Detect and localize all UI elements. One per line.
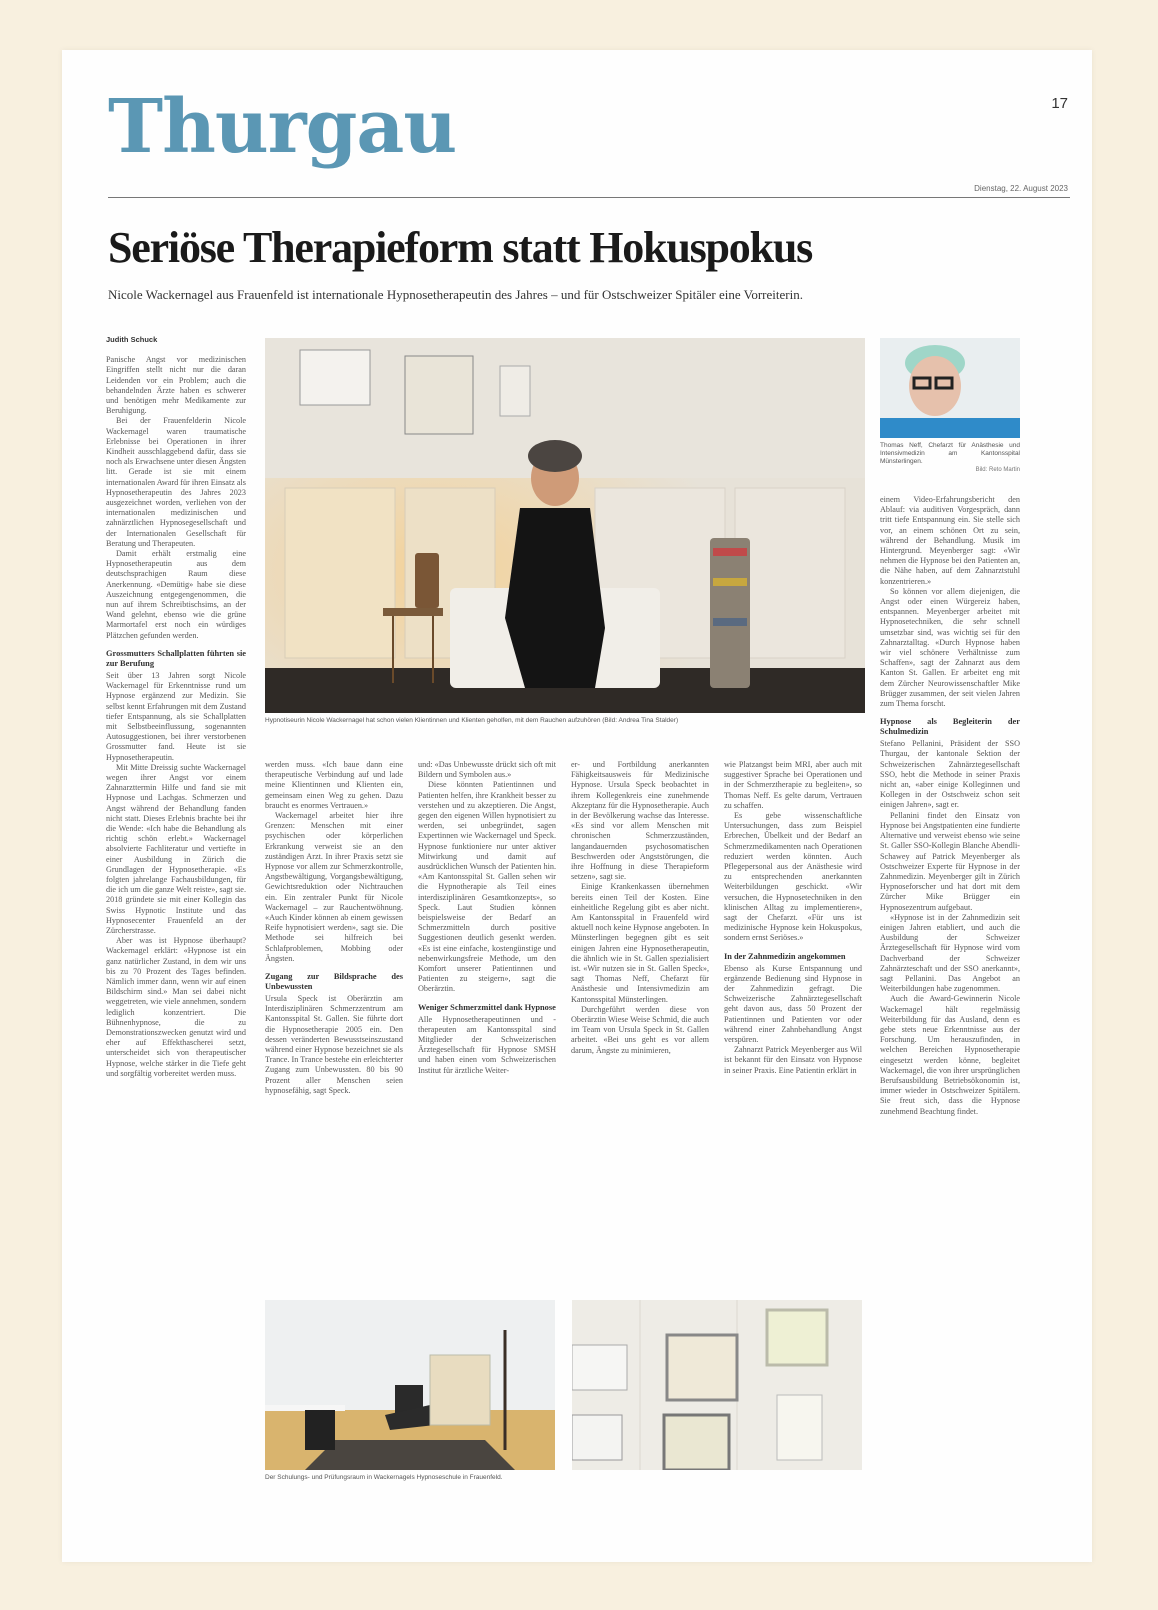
subhead: Hypnose als Begleiterin der Schulmedizin bbox=[880, 717, 1020, 737]
paragraph: Seit über 13 Jahren sorgt Nicole Wackernagel für Erkenntnisse rund um Hypnose ergänzend zur Medizin. Sie selbst kennt Erfahrungen mit dem Zustand tiefer Entspannung, als sie Schallplatten mit Selbstbeeinflussung, sogenannten Autosuggestionen, bei ihrer verstorbenen Grossmutter fand. Heute ist sie Hypnosetherapeutin. bbox=[106, 670, 246, 762]
lead: Nicole Wackernagel aus Frauenfeld ist internationale Hypnosetherapeutin des Jahres – und für Ostschweizer Spitäler eine Vorreiterin. bbox=[108, 287, 803, 302]
subhead: Zugang zur Bildsprache des Unbewussten bbox=[265, 972, 403, 992]
paragraph: Es gebe wissenschaftliche Untersuchungen, dass zum Beispiel Erbrechen, Übelkeit und der Bedarf an Schmerzmedikamenten nach Operationen reduziert werden könnten. Auch Pflegepersonal aus der Anästhesie wird zu entsprechenden anerkannten Weiterbildungen geschickt. «Wir versuchen, die Hypnosetechniken in den klinischen Alltag zu implementieren», sagt der Chefarzt. «Für uns ist medizinische Hypnose kein Hokuspokus, sondern ernst Seriöses.» bbox=[724, 811, 862, 943]
page-number: 17 bbox=[1051, 95, 1068, 112]
room-photos-caption: Der Schulungs- und Prüfungsraum in Wackernagels Hypnoseschule in Frauenfeld. bbox=[265, 1474, 503, 1481]
room-photo bbox=[265, 1300, 555, 1470]
paragraph: wie Platzangst beim MRI, aber auch mit suggestiver Sprache bei Operationen und in der Schmerztherapie zu begleiten», so Thomas Neff. Es gelte darum, Vertrauen zu schaffen. bbox=[724, 760, 862, 810]
paragraph: Durchgeführt werden diese von Oberärztin Wiese Weise Schmid, die auch im Team von Ursula Speck in St. Gallen arbeitet. «Bei uns geht es vor allem darum, Ängste zu minimieren, bbox=[571, 1004, 709, 1055]
paragraph: Diese könnten Patientinnen und Patienten helfen, ihre Krankheit besser zu verstehen und zu akzeptieren. Die Angst, gegen den eigenen Willen hypnotisiert zu werden, sei unbegründet, sagen Expertinnen wie Wackernagel und Speck. Hypnose funktioniere nur unter aktiver Mitwirkung und damit auf ausdrücklichen Wunsch der Patienten hin. «Am Kantonsspital St. Gallen sehen wir die Hypnotherapie als Teil eines interdisziplinären Gesamtkonzepts», so Speck. Laut Studien können beispielsweise der Bedarf an Schmerzmitteln durch positive Suggestionen deutlich gesenkt werden. «Es ist eine einfache, kostengünstige und nebenwirkungsfreie Methode, um den Komfort unserer Patientinnen und Patienten zu steigern», sagt die Oberärztin. bbox=[418, 780, 556, 994]
portrait-caption: Thomas Neff, Chefarzt für Anästhesie und Intensivmedizin am Kantonsspital Münsterlingen. Bild: Reto Martin bbox=[880, 442, 1020, 473]
paragraph: Zahnarzt Patrick Meyenberger aus Wil ist bekannt für den Einsatz von Hypnose in seiner Praxis. Eine Patientin erklärt in bbox=[724, 1045, 862, 1075]
paragraph: Ebenso als Kurse Entspannung und ergänzende Bedienung sind Hypnose in der Zahnmedizin gefragt. Die Schweizerische Zahnärztegesellschaft geht davon aus, dass 50 Prozent der Patientinnen und Patienten vor oder während einer Zahnbehandlung Angst verspüren. bbox=[724, 963, 862, 1045]
paragraph: Panische Angst vor medizinischen Eingriffen stellt nicht nur die daran Leidenden vor ein Problem; auch die behandelnden Ärzte haben es schwerer und benötigen mehr Medikamente zur Beruhigung. bbox=[106, 355, 246, 416]
certificates-photo bbox=[572, 1300, 862, 1470]
paragraph: Pellanini findet den Einsatz von Hypnose bei Angstpatienten eine fundierte Alternative und verweist ebenso wie seine St. Galler SSO-Kollegin Blanche Abendli-Schawey auf Patrick Meyenberger als Ostschweizer Experte für Hypnose in der Zahnmedizin. Meyenberger gilt in Zürich Hypnoseforscher und hat dort mit dem Zürcher Mike Brügger ein Hypnosezentrum aufgebaut. bbox=[880, 810, 1020, 912]
newspaper-page bbox=[62, 50, 1092, 1562]
training-room-illustration bbox=[265, 1300, 555, 1470]
paragraph: Ursula Speck ist Oberärztin am Interdisziplinären Schmerzzentrum am Kantonsspital St. Gallen. Sie führte dort die Hypnosetherapie 2005 ein. Den dessen veränderten Bewusstseinszustand während einer Hypnose bezeichnet sie als Trance. In Trance bestehe ein erleichterter Zugang zum Unbewussten. 80 bis 90 Prozent aller Menschen seien hypnosefähig, sagt Speck. bbox=[265, 994, 403, 1095]
author-byline: Judith Schuck bbox=[106, 335, 158, 344]
subhead: Grossmutters Schallplatten führten sie zur Berufung bbox=[106, 648, 246, 668]
paragraph: einem Video-Erfahrungsbericht den Ablauf: via auditiven Vorgespräch, dann tritt tiefe Entspannung ein. Sie stelle sich vor, an einem schönen Ort zu sein, während der Behandlung. Musik im Hintergrund. Meyenberger sagt: «Wir nehmen die Hypnose bei den Patienten an, die Nähe haben, auf dem Zahnarztstuhl konzentrieren.» bbox=[880, 495, 1020, 586]
paragraph: Mit Mitte Dreissig suchte Wackernagel wegen ihrer Angst vor einem Zahnarzttermin Hilfe und fand sie mit Hypnose und Lachgas. Schmerzen und Angst während der Behandlung fanden nicht statt. Dieses Erlebnis brachte bei ihr die Wende: «Ich habe die Behandlung als richtig schön erlebt.» Wackernagel absolvierte Fachliteratur und vertiefte in einer Ausbildung in Zürich die Grundlagen der Hypnosetherapie. «Es folgten jahrelange Fachausbildungen, für die ich um die ganze Welt reiste», sagt sie. 2018 gründete sie mit einer Kollegin das Swiss Hypnotic Institute und das Hypnosecenter Frauenfeld an der Zürcherstrasse. bbox=[106, 762, 246, 935]
paragraph: Wackernagel arbeitet hier ihre Grenzen: Menschen mit einer psychischen oder körperlichen Erkrankung verweist sie an den zuständigen Arzt. In ihrer Praxis setzt sie Hypnose vor allem zur Schmerzkontrolle, Angstbewältigung, Vorgangsbewältigung, Gewichtsreduktion oder Nichtrauchen ein. Ein zentraler Punkt für Nicole Wackernagel – zur Rauchentwöhnung. «Auch Kinder können ab einem gewissen Reife hypnotisiert werden», sagt sie. Die Methode sei hilfreich bei Schlafproblemen, Mobbing oder Ängsten. bbox=[265, 811, 403, 963]
column-2 bbox=[265, 760, 403, 1260]
paragraph: «Hypnose ist in der Zahnmedizin seit einigen Jahren etabliert, und auch die Ausbildung der Schweizer Ärztegesellschaft für Hypnose wird vom Dachverband der Schweizer Zahnärzteschaft und der SSO anerkannt», sagt Pellanini. Das Angebot an Weiterbildungen habe zugenommen. bbox=[880, 912, 1020, 994]
subhead: Weniger Schmerzmittel dank Hypnose bbox=[418, 1002, 556, 1012]
issue-date: Dienstag, 22. August 2023 bbox=[974, 184, 1068, 193]
portrait-photo bbox=[880, 338, 1020, 438]
paragraph: Stefano Pellanini, Präsident der SSO Thurgau, der kantonale Sektion der Schweizerischen Zahnärztegesellschaft SSO, hebt die Methode in seiner Praxis nicht an, «aber einige Kolleginnen und Kollegen in der Ostschweiz schon seit einigen Jahren», sagt er. bbox=[880, 739, 1020, 810]
header-rule bbox=[108, 197, 1070, 198]
subhead: In der Zahnmedizin angekommen bbox=[724, 951, 846, 961]
paragraph: So können vor allem diejenigen, die Angst oder einen Würgereiz haben, entspannen. Meyenberger arbeitet mit Hypnosetechniken, die sehr schnell umsetzbar sind, was wichtig sei für den Zahnarztalltag. «Durch Hypnose haben wir viel schönere Verhältnisse zum Schaffen», sagt der Zahnarzt aus dem Kanton St. Gallen. Er arbeitet eng mit dem Zürcher Neurowissenschaftler Mike Brügger zusammen, der seit vielen Jahren zum Thema forscht. bbox=[880, 586, 1020, 709]
column-5 bbox=[724, 760, 862, 1260]
certificates-wall-illustration bbox=[572, 1300, 862, 1470]
paragraph: Bei der Frauenfelderin Nicole Wackernagel waren traumatische Erlebnisse bei Operationen in ihrer Kindheit ausschlaggebend dafür, dass sie noch als Erwachsene unter diesen Ängsten litt. Gerade ist sie mit einem internationalen Award für ihren Einsatz als Hypnosetherapeutin des Jahres 2023 ausgezeichnet worden, verliehen von der internationalen medizinischen und zahnärztlichen Hypnosegesellschaft und der Internationalen Gesellschaft für Beratung und Therapeuten. bbox=[106, 416, 246, 548]
paragraph: Aber was ist Hypnose überhaupt? Wackernagel erklärt: «Hypnose ist ein ganz natürlicher Zustand, in dem wir uns bis zu 70 Prozent des Tages befinden. Nämlich immer dann, wenn wir auf einen Bildschirm sind.» Man sei dabei nicht weggetreten, wie viele annehmen, sondern lediglich konzentriert. Die Bühnenhypnose, die zu Demonstrationszwecken genutzt wird und eher auf Effekthascherei setzt, unterscheidet sich von therapeutischer Hypnose, welche stärker in die Tiefe geht und sorgfältig vorbereitet werden muss. bbox=[106, 936, 246, 1078]
main-photo bbox=[265, 338, 865, 713]
doctor-portrait-illustration bbox=[880, 338, 1020, 438]
photo-credit: Bild: Reto Martin bbox=[975, 467, 1020, 473]
main-photo-caption: Hypnotiseurin Nicole Wackernagel hat schon vielen Klientinnen und Klienten geholfen, mit dem Rauchen aufzuhören (Bild: Andrea Tina Stalder) bbox=[265, 717, 679, 724]
paragraph: Einige Krankenkassen übernehmen bereits einen Teil der Kosten. Eine einheitliche Regelung gibt es aber nicht. Am Kantonsspital in Frauenfeld wird aktuell noch keine Hypnose angeboten. In Münsterlingen begegnen gibt es seit einigen Jahren eine Hypnosetherapeutin, die ähnlich wie in St. Gallen spezialisiert ist. «Wir nutzen sie in St. Gallen Speck», sagt Thomas Neff, Chefarzt für Anästhesie und Intensivmedizin am Kantonsspital Münsterlingen. bbox=[571, 882, 709, 1004]
paragraph: werden muss. «Ich baue dann eine therapeutische Verbindung auf und lade meine Klientinnen und Klienten ein, gemeinsam einen Weg zu gehen. Dazu braucht es enormes Vertrauen.» bbox=[265, 760, 403, 810]
paragraph: Alle Hypnosetherapeutinnen und -therapeuten am Kantonsspital sind Mitglieder der Schweizerischen Ärztegesellschaft für Hypnose SMSH und haben einen vom Schweizerischen Institut für ärztliche Weiter- bbox=[418, 1014, 556, 1075]
column-4 bbox=[571, 760, 709, 1260]
column-6 bbox=[880, 495, 1020, 1515]
paragraph: und: «Das Unbewusste drückt sich oft mit Bildern und Symbolen aus.» bbox=[418, 760, 556, 780]
column-1 bbox=[106, 335, 246, 1500]
section-title: Thurgau bbox=[108, 84, 457, 170]
paragraph: Damit erhält erstmalig eine Hypnosetherapeutin aus dem deutschsprachigen Raum diese Anerkennung. «Demütig» habe sie diese Auszeichnung entgegengenommen, die nun auf ihrem Schreibtischsims, an der Wand gelehnt, ebenso wie die grüne Marmortafel erst noch ein würdiges Plätzchen gefunden werden. bbox=[106, 549, 246, 640]
headline: Seriöse Therapieform statt Hokuspokus bbox=[108, 223, 813, 272]
paragraph: Auch die Award-Gewinnerin Nicole Wackernagel hält regelmässig Weiterbildung für das Ausland, denn es gebe stets neue Erkenntnisse aus der Forschung. Um herauszufinden, in welchen Bereichen Hypnosetherapie eingesetzt werden könne, begleitet Wackernagel, die von ihrer ursprünglichen Berufsausbildung Betriebsökonomin ist, immer wieder in Ostschweizer Spitälern. Sie freut sich, dass die Hypnose zunehmend Beachtung findet. bbox=[880, 994, 1020, 1116]
therapist-photo-illustration bbox=[265, 338, 865, 713]
column-3 bbox=[418, 760, 556, 1260]
paragraph: er- und Fortbildung anerkannten Fähigkeitsausweis für Medizinische Hypnose. Ursula Speck beobachtet in ihrem Kollegenkreis eine zunehmende Akzeptanz für die Hypnosetherapie. Auch in der Bevölkerung wachse das Interesse. «Es sind vor allem Menschen mit chronischen Schmerzzuständen, langandauernden psychosomatischen Beschwerden oder Angststörungen, die ihre Hoffnung in diese Therapieform setzen», sagt sie. bbox=[571, 760, 709, 882]
